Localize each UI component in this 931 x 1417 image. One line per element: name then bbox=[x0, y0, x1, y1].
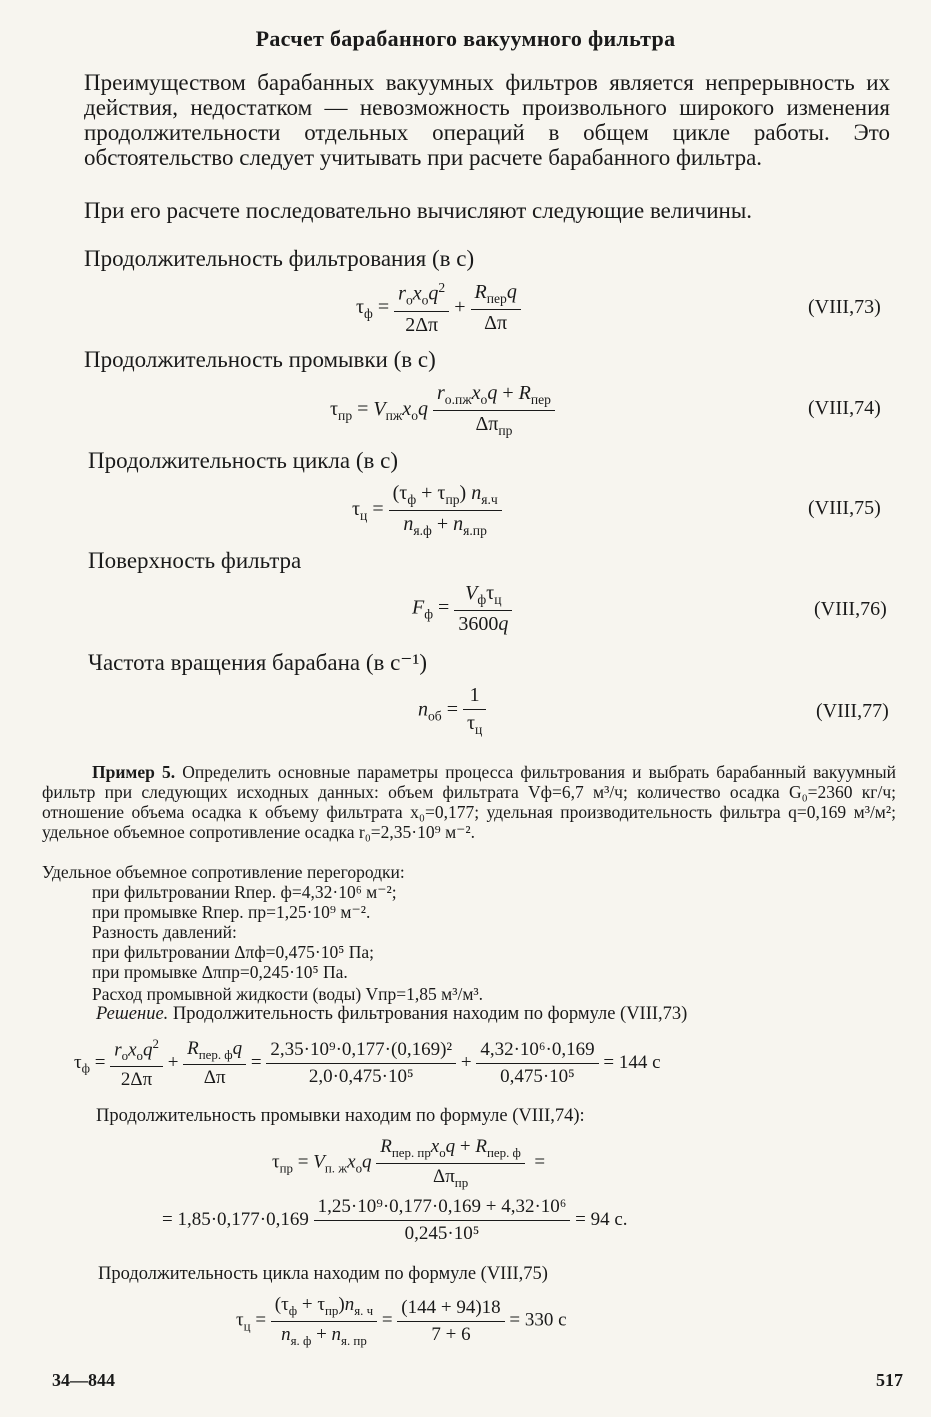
formula-77-label: Частота вращения барабана (в с⁻¹) bbox=[88, 650, 428, 675]
formula-75: $\tau_ц$ = $\frac{(\tau_ф + \tau_{пр}) n_{я.ч}}{n_{я.ф} + n_{я.пр}}$ bbox=[352, 482, 502, 539]
page-number: 517 bbox=[876, 1370, 903, 1390]
example-paragraph bbox=[42, 762, 896, 842]
example-heading: Пример 5. bbox=[92, 762, 176, 782]
formula-74-number: (VIII,74) bbox=[808, 397, 881, 419]
formula-75-label: Продолжительность цикла (в с) bbox=[88, 448, 398, 473]
solution-intro: Решение. Продолжительность фильтрования находим по формуле (VIII,73) bbox=[96, 1004, 688, 1024]
intro-paragraph-2: При его расчете последовательно вычисляют следующие величины. bbox=[84, 198, 753, 223]
example-line: при промывке Δπпр=0,245·10⁵ Па. bbox=[92, 962, 348, 982]
formula-75-number: (VIII,75) bbox=[808, 497, 881, 519]
intro-paragraph-1: Преимуществом барабанных вакуумных фильтров является непрерывность их действия, недостатком — невозможность произвольного широкого изменения продолжительности отдельных операций в общем цикле работы. Это обстоятельство следует учитывать при расчете барабанного фильтра. bbox=[84, 70, 890, 170]
calc-filtration: $\tau_ф$ = $\frac{r_оx_оq^2}{2\Delta\pi}$ + $\frac{R_{пер. ф}q}{\Delta\pi}$ = $\frac{\text{2,35·10⁹·0,177·(0,169)²}}{\text{2,0·0,475·10⁵}}$ + $\frac{\text{4,32·10⁶·0,169}}{\text{0,475·10⁵}}$ = 144 с bbox=[74, 1036, 661, 1091]
calc-wash-formula: $\tau_{пр} = V_{п. ж}x_оq$ $\frac{R_{пер. пр}x_оq + R_{пер. ф}}{\Delta\pi_{пр}}$ = bbox=[272, 1136, 546, 1190]
example-line: Удельное объемное сопротивление перегородки: bbox=[42, 862, 405, 882]
formula-77-number: (VIII,77) bbox=[816, 700, 889, 722]
formula-73-number: (VIII,73) bbox=[808, 296, 881, 318]
calc-cycle: $\tau_ц$ = $\frac{(\tau_ф + \tau_{пр})n_{я. ч}}{n_{я. ф} + n_{я. пр}}$ = $\frac{(144 + 94)18}{7 + 6}$ = 330 с bbox=[236, 1294, 567, 1348]
formula-73-label: Продолжительность фильтрования (в с) bbox=[84, 246, 475, 271]
formula-73: $\tau_ф$ = $\frac{r_оx_оq^2}{2\Delta\pi}$ + $\frac{R_{пер}q}{\Delta\pi}$ bbox=[356, 280, 521, 337]
example-text: Определить основные параметры процесса фильтрования и выбрать барабанный вакуумный фильтр при следующих исходных данных: объем фильтрата Vф=6,7 м³/ч; количество осадка G₀=2360 кг/ч; отношение объема осадка к объему фильтрата x₀=0,177; удельная производительность фильтра q=0,169 м³/м²; удельное объемное сопротивление осадка r₀=2,35·10⁹ м⁻². bbox=[42, 762, 896, 842]
formula-74-label: Продолжительность промывки (в с) bbox=[84, 347, 436, 372]
example-line: Расход промывной жидкости (воды) Vпр=1,85 м³/м³. bbox=[92, 984, 484, 1004]
formula-77: $n_{об}$ = $\frac{1}{\tau_ц}$ bbox=[418, 684, 486, 738]
page-title: Расчет барабанного вакуумного фильтра bbox=[255, 26, 676, 51]
formula-76-label: Поверхность фильтра bbox=[88, 548, 302, 573]
footer-signature: 34—844 bbox=[52, 1370, 115, 1390]
wash-intro: Продолжительность промывки находим по формуле (VIII,74): bbox=[96, 1106, 585, 1126]
formula-76: $F_ф$ = $\frac{V_ф\tau_ц}{3600q}$ bbox=[412, 582, 512, 636]
example-line: при фильтровании Rпер. ф=4,32·10⁶ м⁻²; bbox=[92, 882, 397, 902]
calc-wash-values: = 1,85·0,177·0,169 $\frac{\text{1,25·10⁹·0,177·0,169 + 4,32·10⁶}}{\text{0,245·10⁵}}$ = 94 с. bbox=[162, 1196, 628, 1244]
formula-76-number: (VIII,76) bbox=[814, 598, 887, 620]
example-line: при фильтровании Δπф=0,475·10⁵ Па; bbox=[92, 942, 374, 962]
example-line: при промывке Rпер. пр=1,25·10⁹ м⁻². bbox=[92, 902, 371, 922]
cycle-intro: Продолжительность цикла находим по формуле (VIII,75) bbox=[98, 1264, 548, 1284]
formula-74: $\tau_{пр} = V_{пж}x_оq$ $\frac{r_{о.пж}x_оq + R_{пер}}{\Delta\pi_{пр}}$ bbox=[330, 382, 555, 439]
example-line: Разность давлений: bbox=[92, 922, 237, 942]
